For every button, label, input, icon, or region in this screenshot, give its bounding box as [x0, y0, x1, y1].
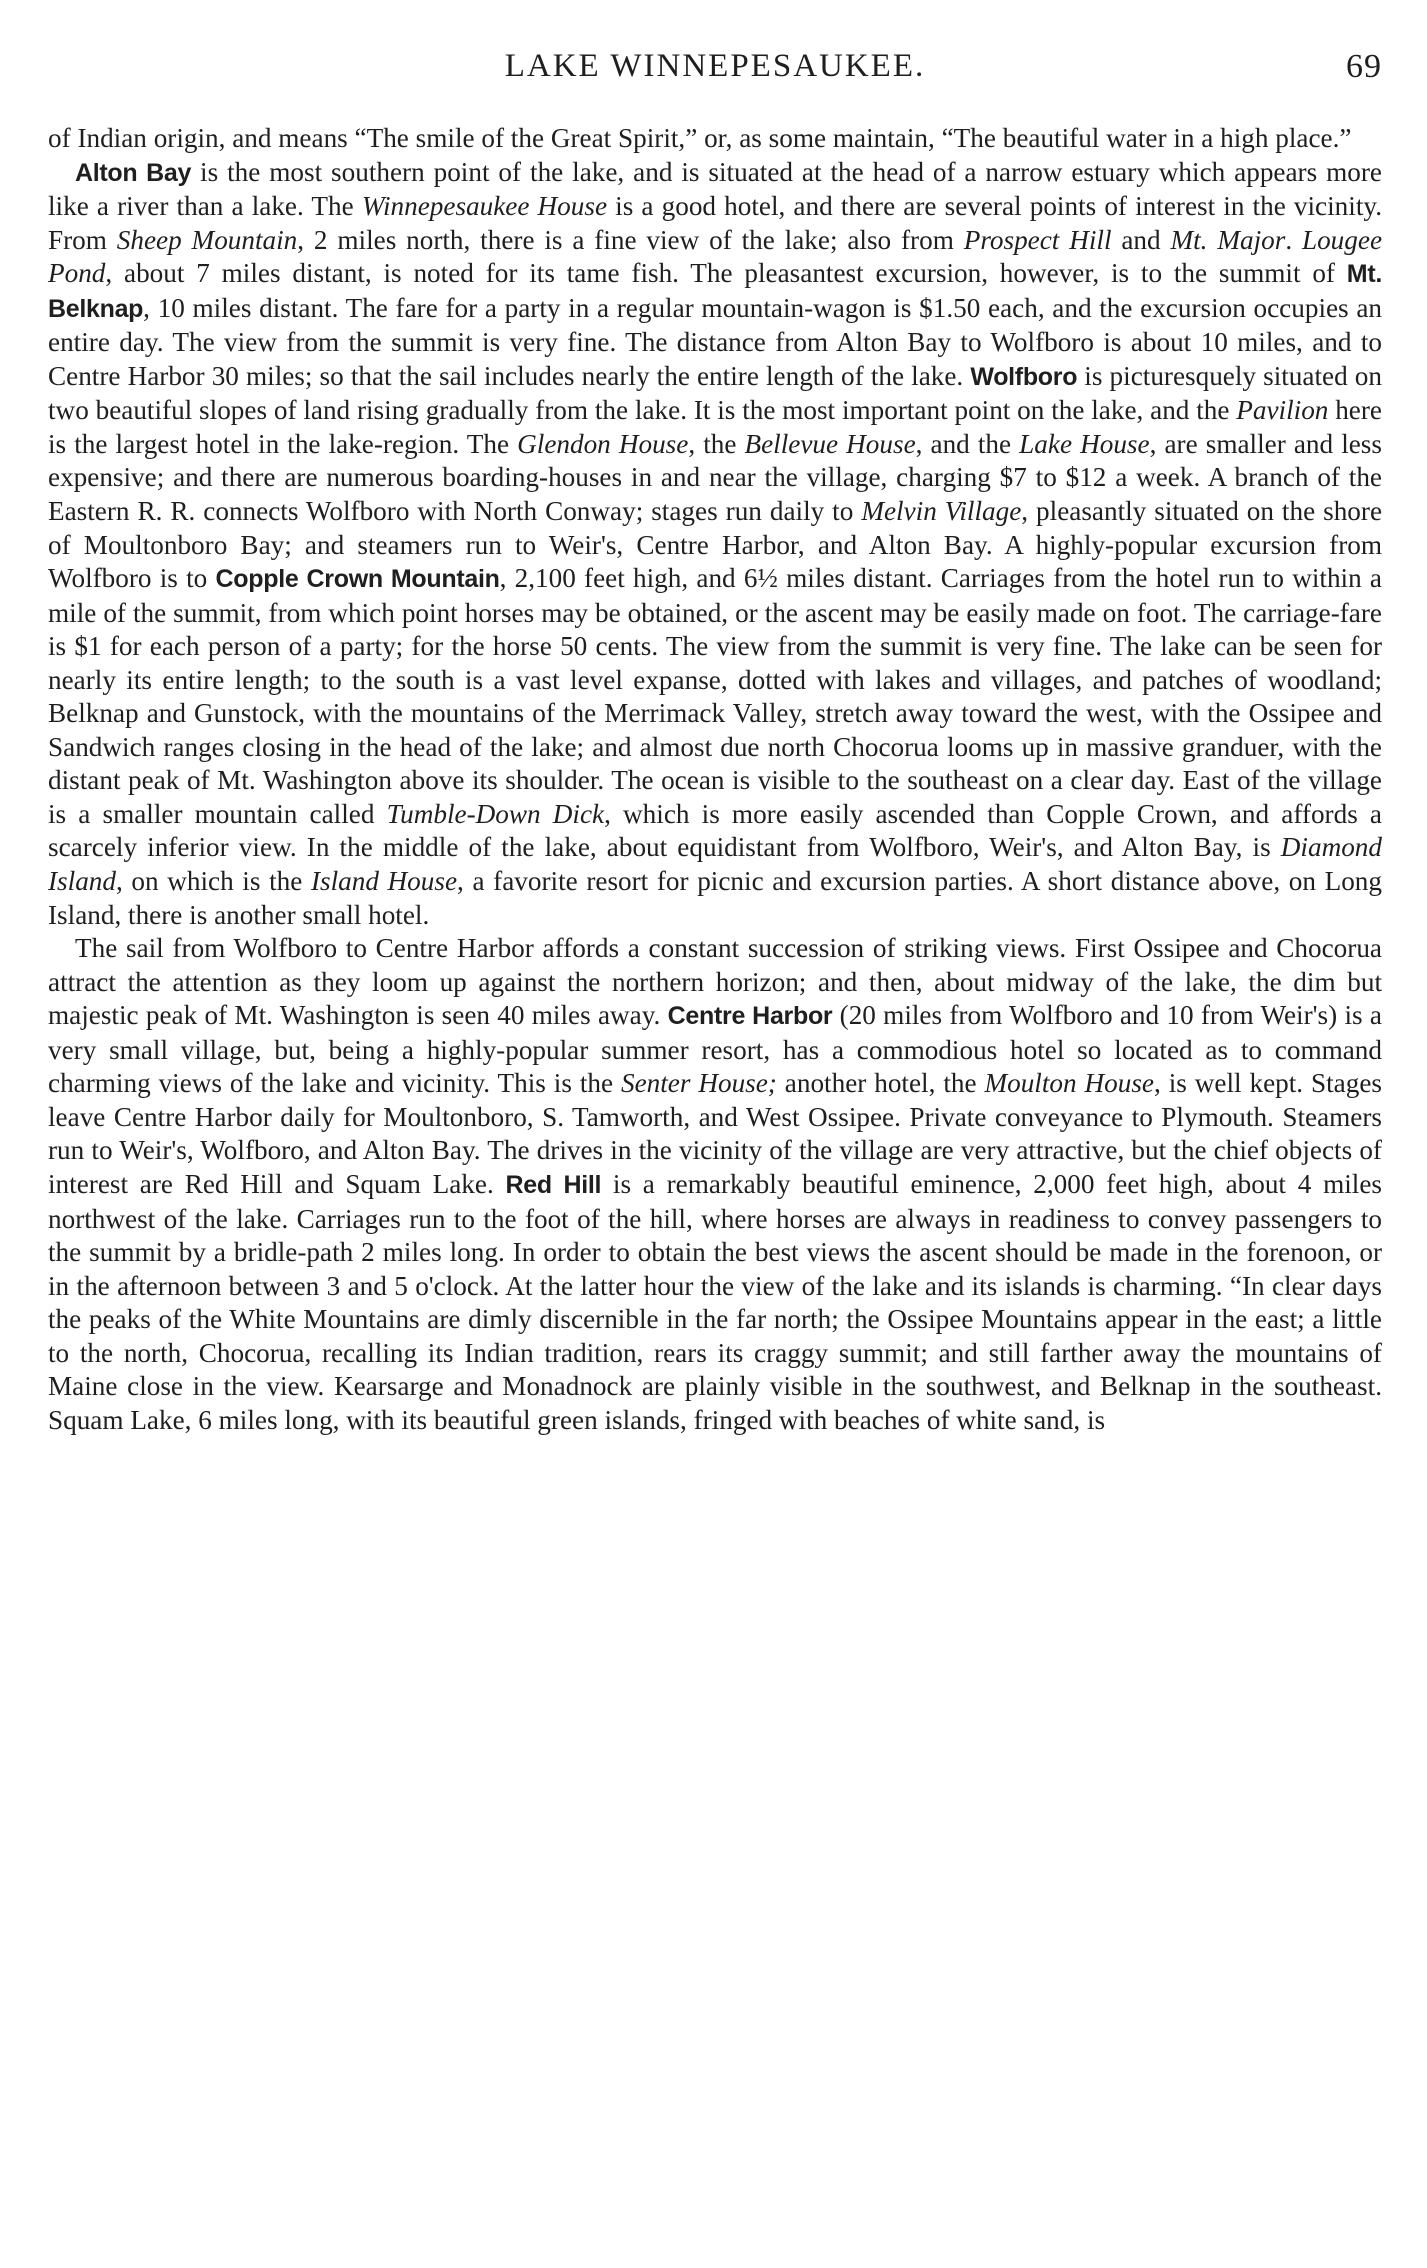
text-run: another hotel, the: [776, 1068, 985, 1099]
text-run: , 2,100 feet high, and 6½ miles distant. Carriages from the hotel run to within a mile of the summit, from which point horses may be obtained, or the ascent may be easily made on foot. The carriage-fare is $1 for each person of a party; for the horse 50 cents. The view from the summit is very fine. The lake can be seen for nearly its entire length; to the south is a vast level expanse, dotted with lakes and villages, and patches of woodland; Belknap and Gunstock, with the mountains of the Merrimack Valley, stretch away toward the west, with the Ossipee and Sandwich ranges closing in the head of the lake; and almost due north Chocorua looms up in massive granduer, with the distant peak of Mt. Washington above its shoulder. The ocean is visible to the southeast on a clear day. East of the village is a smaller mountain called: [48, 563, 1382, 829]
italic-name: Tumble-Down Dick: [386, 798, 605, 829]
body-text: [48, 122, 1382, 1437]
italic-name: Prospect Hill: [963, 224, 1112, 255]
text-run: , 10 miles distant. The fare for a party in a regular mountain-wagon is $1.50 each, and the excursion occupies an entire day. The view from the summit is very fine. The distance from Alton Bay to Wolfboro is about 10 miles, and to Centre Harbor 30 miles; so that the sail includes nearly the entire length of the lake.: [48, 292, 1382, 391]
text-run: , and the: [915, 428, 1020, 459]
italic-name: Winnepesaukee House: [361, 191, 608, 222]
italic-name: Diamond Island: [48, 832, 1382, 897]
italic-name: Moulton House: [984, 1068, 1154, 1099]
text-run: (20 miles from Wolfboro and 10 from Weir's) is a very small village, but, being a highly-popular summer resort, has a commodious hotel so located as to command charming views of the lake and vicinity. This is the: [48, 1000, 1382, 1099]
text-run: , on which is the: [115, 866, 311, 897]
bold-place-name: Red Hill: [505, 1170, 602, 1199]
page-number: 69: [1346, 48, 1382, 85]
paragraph: [48, 156, 1382, 933]
italic-name: Lougee Pond: [48, 224, 1383, 289]
text-run: is a good hotel, and there are several points of interest in the vicinity. From: [48, 191, 1382, 255]
italic-name: Lake House: [1019, 428, 1150, 459]
text-run: , is well kept. Stages leave Centre Harbor daily for Moultonboro, S. Tamworth, and West Ossipee. Private conveyance to Plymouth. Steamers run to Weir's, Wolfboro, and Alton Bay. The drives in the vicinity of the village are very attractive, but the chief objects of interest are Red Hill and Squam Lake.: [48, 1068, 1382, 1199]
italic-name: Mt. Major: [1170, 224, 1286, 255]
italic-name: Sheep Mountain: [116, 224, 298, 255]
bold-place-name: Alton Bay: [75, 158, 192, 187]
running-title: LAKE WINNEPESAUKEE.: [504, 48, 926, 84]
text-run: .: [1285, 224, 1302, 255]
text-run: , pleasantly situated on the shore of Moultonboro Bay; and steamers run to Weir's, Centre Harbor, and Alton Bay. A highly-popular excursion from Wolfboro is to: [48, 496, 1383, 594]
italic-name: Senter House;: [620, 1068, 777, 1099]
italic-name: Glendon House: [517, 428, 689, 459]
italic-name: Island House: [310, 866, 458, 897]
text-run: , the: [688, 428, 745, 459]
bold-place-name: Mt. Belknap: [48, 260, 1382, 323]
bold-place-name: Centre Harbor: [667, 1002, 833, 1031]
text-run: and: [1111, 224, 1171, 255]
bold-place-name: Wolfboro: [970, 362, 1078, 391]
text-run: is picturesquely situated on two beautiful slopes of land rising gradually from the lake. It is the most important point on the lake, and the: [48, 360, 1382, 426]
book-page: [48, 38, 1382, 1437]
text-run: , which is more easily ascended than Copple Crown, and affords a scarcely inferior view. In the middle of the lake, about equidistant from Wolfboro, Weir's, and Alton Bay, is: [48, 798, 1382, 863]
italic-name: Melvin Village: [861, 496, 1022, 527]
text-run: is the most southern point of the lake, and is situated at the head of a narrow estuary which appears more like a river than a lake. The: [48, 156, 1382, 222]
italic-name: Pavilion: [1236, 395, 1329, 426]
text-run: is a remarkably beautiful eminence, 2,000 feet high, about 4 miles northwest of the lake. Carriages run to the foot of the hill, where horses are always in readiness to convey passengers to the summit by a bridle-path 2 miles long. In order to obtain the best views the ascent should be made in the forenoon, or in the afternoon between 3 and 5 o'clock. At the latter hour the view of the lake and its islands is charming. “In clear days the peaks of the White Mountains are dimly discernible in the far north; the Ossipee Mountains appear in the east; a little to the north, Chocorua, recalling its Indian tradition, rears its craggy summit; and still farther away the mountains of Maine close in the view. Kearsarge and Monadnock are plainly visible in the southwest, and Belknap in the southeast. Squam Lake, 6 miles long, with its beautiful green islands, fringed with beaches of white sand, is: [48, 1168, 1382, 1435]
text-run: , are smaller and less expensive; and there are numerous boarding-houses in and near the village, charging $7 to $12 a week. A branch of the Eastern R. R. connects Wolfboro with North Conway; stages run daily to: [48, 428, 1382, 527]
text-run: here is the largest hotel in the lake-region. The: [48, 395, 1382, 459]
text-run: of Indian origin, and means “The smile of the Great Spirit,” or, as some maintain, “The beautiful water in a high place.”: [48, 123, 1352, 153]
text-run: The sail from Wolfboro to Centre Harbor affords a constant succession of striking views. First Ossipee and Chocorua attract the attention as they loom up against the northern horizon; and then, about midway of the lake, the dim but majestic peak of Mt. Washington is seen 40 miles away.: [48, 933, 1382, 1031]
text-run: , about 7 miles distant, is noted for its tame fish. The pleasantest excursion, however, is to the summit of: [105, 258, 1347, 289]
text-run: , a favorite resort for picnic and excursion parties. A short distance above, on Long Island, there is another small hotel.: [48, 866, 1382, 930]
paragraph: [48, 122, 1382, 156]
bold-place-name: Copple Crown Mountain: [215, 565, 500, 594]
paragraph: [48, 932, 1382, 1437]
text-run: , 2 miles north, there is a fine view of the lake; also from: [297, 224, 964, 255]
running-head: [48, 38, 1382, 90]
italic-name: Bellevue House: [744, 428, 916, 459]
